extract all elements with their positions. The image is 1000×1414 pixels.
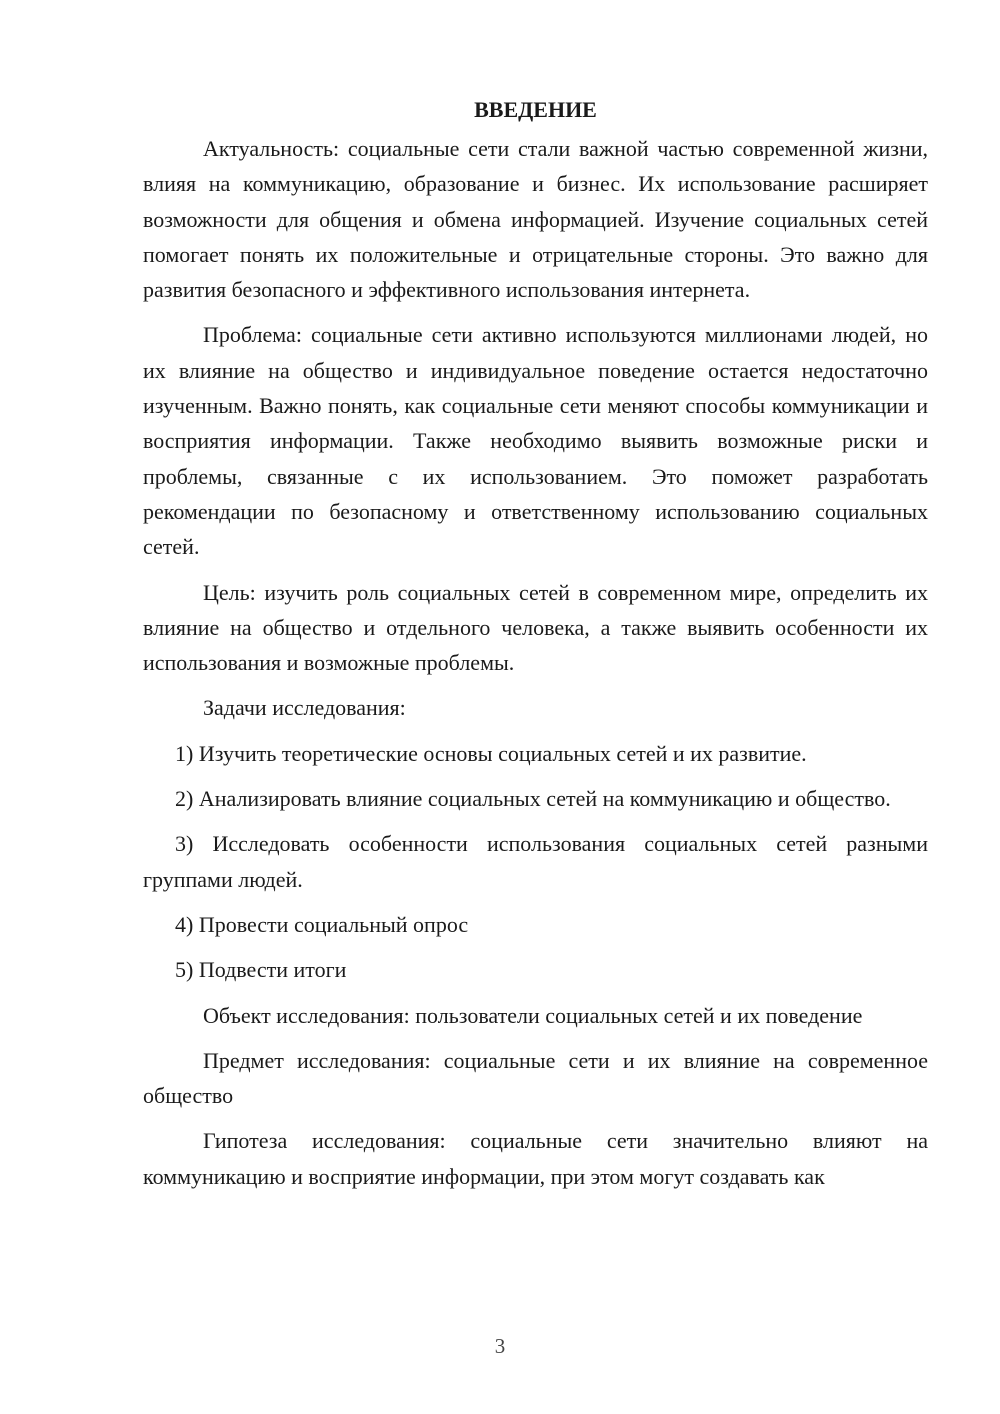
task-item-1: 1) Изучить теоретические основы социальных сетей и их развитие. [175, 740, 807, 766]
paragraph-hypothesis: Гипотеза исследования: социальные сети значительно влияют на коммуникацию и восприятие информации, при этом могут создавать как [143, 1128, 928, 1189]
paragraph-relevance: Актуальность: социальные сети стали важной частью современной жизни, влияя на коммуникацию, образование и бизнес. Их использование расширяет возможности для общения и обмена информацией. Изучение социальных сетей помогает понять их положительные и отрицательные стороны. Это важно для развития безопасного и эффективного использования интернета. [143, 136, 928, 303]
task-item-2: 2) Анализировать влияние социальных сетей на коммуникацию и общество. [175, 786, 891, 812]
paragraph-object: Объект исследования: пользователи социальных сетей и их поведение [203, 1002, 863, 1028]
paragraph-goal: Цель: изучить роль социальных сетей в современном мире, определить их влияние на общество и отдельного человека, а также выявить особенности их использования и возможные проблемы. [143, 579, 928, 676]
task-item-3: 3) Исследовать особенности использования социальных сетей разными группами людей. [143, 831, 928, 892]
task-item-4: 4) Провести социальный опрос [175, 911, 469, 937]
task-item-5: 5) Подвести итоги [175, 957, 347, 983]
paragraph-tasks-heading: Задачи исследования: [203, 695, 406, 721]
document-page [143, 92, 928, 1204]
paragraph-problem: Проблема: социальные сети активно используются миллионами людей, но их влияние на общество и индивидуальное поведение остается недостаточно изученным. Важно понять, как социальные сети меняют способы коммуникации и восприятия информации. Также необходимо выявить возможные риски и проблемы, связанные с их использованием. Это поможет разработать рекомендации по безопасному и ответственному использованию социальных сетей. [143, 322, 928, 560]
section-title: ВВЕДЕНИЕ [474, 97, 597, 122]
page-number: 3 [494, 1334, 506, 1358]
paragraph-subject: Предмет исследования: социальные сети и их влияние на современное общество [143, 1047, 928, 1109]
